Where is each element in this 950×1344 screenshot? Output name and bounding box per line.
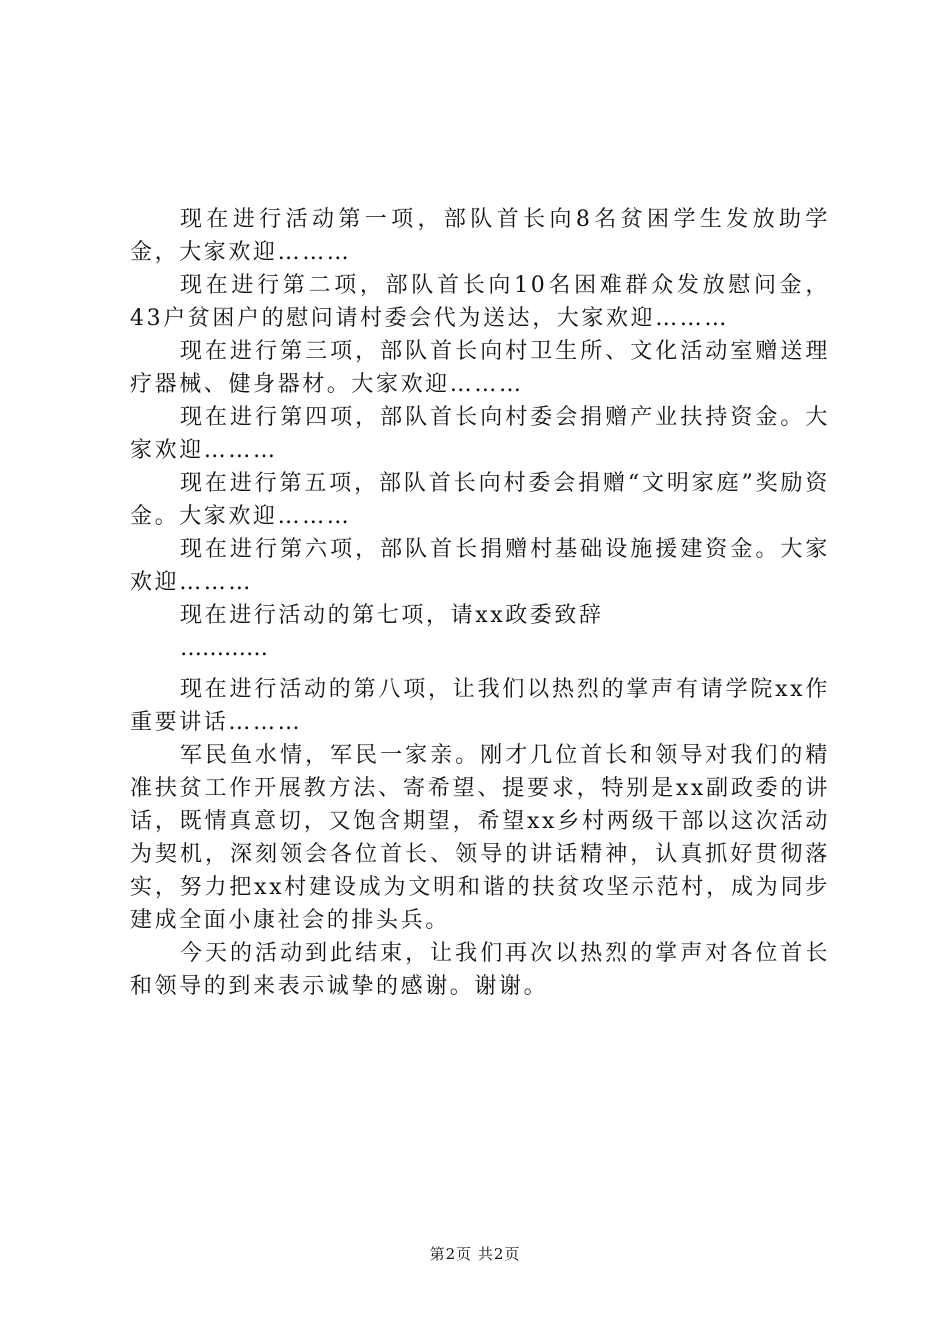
paragraph-item-2: 现在进行第二项，部队首长向10名困难群众发放慰问金，43户贫困户的慰问请村委会代为送达，大家欢迎……… xyxy=(130,273,830,331)
paragraph-item-6: 现在进行第六项，部队首长捐赠村基础设施援建资金。大家欢迎……… xyxy=(130,537,830,595)
paragraph-item-3: 现在进行第三项，部队首长向村卫生所、文化活动室赠送理疗器械、健身器材。大家欢迎……… xyxy=(130,339,830,397)
paragraph-item-4: 现在进行第四项，部队首长向村委会捐赠产业扶持资金。大家欢迎……… xyxy=(130,405,830,463)
paragraph-item-5: 现在进行第五项，部队首长向村委会捐赠“文明家庭”奖励资金。大家欢迎……… xyxy=(130,471,830,529)
paragraph-item-1: 现在进行活动第一项，部队首长向8名贫困学生发放助学金，大家欢迎……… xyxy=(130,207,830,265)
paragraph-item-9: 军民鱼水情，军民一家亲。刚才几位首长和领导对我们的精准扶贫工作开展教方法、寄希望、提要求，特别是xx副政委的讲话，既情真意切，又饱含期望，希望xx乡村两级干部以这次活动为契机，深刻领会各位首长、领导的讲话精神，认真抓好贯彻落实，努力把xx村建设成为文明和谐的扶贫攻坚示范村，成为同步建成全面小康社会的排头兵。 xyxy=(130,743,830,933)
paragraph-item-7: 现在进行活动的第七项，请xx政委致辞 xyxy=(180,603,604,628)
document-body xyxy=(130,203,830,1003)
page-number-footer: 第2页 共2页 xyxy=(429,1245,521,1263)
paragraph-item-8: 现在进行活动的第八项，让我们以热烈的掌声有请学院xx作重要讲话……… xyxy=(130,677,830,735)
ellipsis-line: ………… xyxy=(180,636,268,661)
paragraph-item-10: 今天的活动到此结束，让我们再次以热烈的掌声对各位首长和领导的到来表示诚挚的感谢。谢谢。 xyxy=(130,941,830,999)
